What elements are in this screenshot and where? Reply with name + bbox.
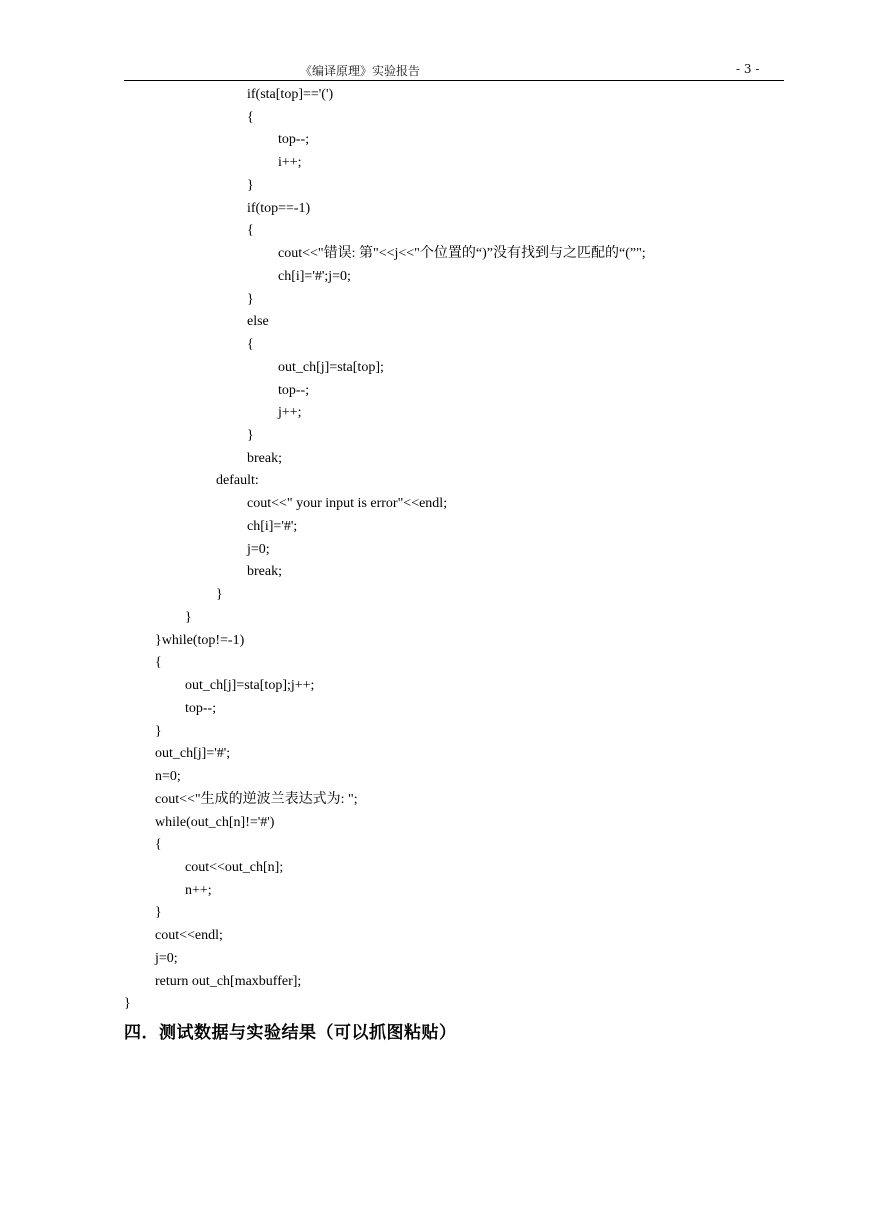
code-line: top--; <box>185 700 217 716</box>
code-line: if(sta[top]=='(') <box>247 87 334 102</box>
code-line: out_ch[j]='#'; <box>155 746 231 762</box>
code-line: if(top==-1) <box>247 200 311 216</box>
code-line: j=0; <box>155 950 178 966</box>
code-line: } <box>155 905 162 921</box>
code-line: } <box>185 609 192 625</box>
code-line: { <box>247 337 254 353</box>
header-title: 《编译原理》实验报告 <box>300 64 421 78</box>
code-line: j=0; <box>247 541 270 557</box>
code-line: } <box>247 428 254 444</box>
code-line: top--; <box>278 382 310 398</box>
code-line: { <box>155 655 162 671</box>
code-line: i++; <box>278 155 302 171</box>
code-line: out_ch[j]=sta[top]; <box>278 359 384 375</box>
code-line: cout<<out_ch[n]; <box>185 859 284 875</box>
header-divider <box>124 80 784 81</box>
section-heading: 四．测试数据与实验结果（可以抓图粘贴） <box>124 1023 457 1043</box>
code-line: top--; <box>278 132 310 148</box>
code-line: break; <box>247 564 282 580</box>
code-line: { <box>247 223 254 239</box>
code-line: } <box>247 291 254 307</box>
code-line: j++; <box>278 405 302 421</box>
code-line: } <box>155 723 162 739</box>
code-line: { <box>247 109 254 125</box>
code-line: } <box>216 587 223 603</box>
code-line: cout<<" your input is error"<<endl; <box>247 496 448 512</box>
code-line: { <box>155 837 162 853</box>
code-line: default: <box>216 473 259 489</box>
code-line: return out_ch[maxbuffer]; <box>155 973 302 989</box>
code-line: break; <box>247 450 282 466</box>
code-line: else <box>247 314 269 330</box>
code-line: } <box>124 996 131 1012</box>
code-line: cout<<"错误: 第"<<j<<"个位置的“)”没有找到与之匹配的“(”"; <box>278 246 646 262</box>
code-line: ch[i]='#';j=0; <box>278 268 351 284</box>
code-listing <box>0 84 869 1016</box>
code-line: out_ch[j]=sta[top];j++; <box>185 678 315 694</box>
code-line: ch[i]='#'; <box>247 518 298 534</box>
code-line: cout<<endl; <box>155 928 223 944</box>
code-line: while(out_ch[n]!='#') <box>155 814 275 830</box>
header-page-number: - 3 - <box>736 62 760 76</box>
code-line: } <box>247 177 254 193</box>
code-line: cout<<"生成的逆波兰表达式为: "; <box>155 791 358 807</box>
code-line: n++; <box>185 882 212 898</box>
code-line: }while(top!=-1) <box>155 632 245 648</box>
code-line: n=0; <box>155 769 181 785</box>
